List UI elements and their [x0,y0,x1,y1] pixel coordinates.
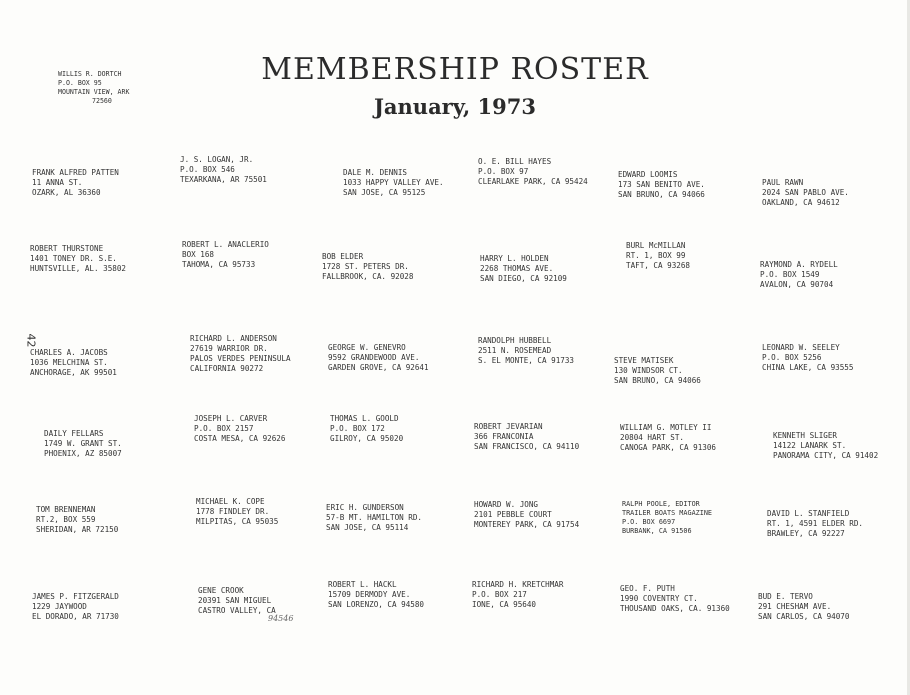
member-address-line: P.O. BOX 2157 [194,424,254,433]
member-name: LEONARD W. SEELEY [762,343,840,352]
member-address-line: SAN CARLOS, CA 94070 [758,612,850,621]
member-address-line: 366 FRANCONIA [474,432,534,441]
member-entry [478,336,574,366]
member-address-line: TEXARKANA, AR 75501 [180,175,267,184]
member-address-line: PANORAMA CITY, CA 91402 [773,451,879,460]
sender-line: WILLIS R. DORTCH [58,70,122,78]
member-entry [30,244,126,274]
member-entry [322,252,413,282]
member-address-line: COSTA MESA, CA 92626 [194,434,286,443]
member-entry [328,343,429,373]
member-name: CHARLES A. JACOBS [30,348,108,357]
member-name: RANDOLPH HUBBELL [478,336,552,345]
member-name: DAILY FELLARS [44,429,104,438]
member-entry [196,497,278,527]
member-address-line: PHOENIX, AZ 85007 [44,449,122,458]
sender-line: P.O. BOX 95 [58,79,102,87]
member-entry [762,343,853,373]
member-address-line: OAKLAND, CA 94612 [762,198,840,207]
member-address-line: SHERIDAN, AR 72150 [36,525,119,534]
member-name: ROBERT JEVARIAN [474,422,543,431]
member-address-line: ANCHORAGE, AK 99501 [30,368,117,377]
member-address-line: HUNTSVILLE, AL. 35802 [30,264,127,273]
member-name: RAYMOND A. RYDELL [760,260,838,269]
member-name: FRANK ALFRED PATTEN [32,168,119,177]
member-address-line: 1990 COVENTRY CT. [620,594,698,603]
member-address-line: SAN JOSE, CA 95114 [326,523,409,532]
member-address-line: GILROY, CA 95020 [330,434,404,443]
member-address-line: 27619 WARRIOR DR. [190,344,268,353]
member-address-line: 130 WINDSOR CT. [614,366,683,375]
member-address-line: MONTEREY PARK, CA 91754 [474,520,580,529]
member-address-line: SAN JOSE, CA 95125 [343,188,426,197]
member-entry [626,241,690,271]
member-address-line: TRAILER BOATS MAGAZINE [622,509,713,517]
member-address-line: 1778 FINDLEY DR. [196,507,270,516]
member-name: HARRY L. HOLDEN [480,254,549,263]
member-address-line: 173 SAN BENITO AVE. [618,180,705,189]
member-entry [180,155,267,185]
member-name: GENE CROOK [198,586,244,595]
member-name: JOSEPH L. CARVER [194,414,268,423]
member-address-line: AVALON, CA 90704 [760,280,834,289]
member-address-line: BURBANK, CA 91506 [622,527,692,535]
member-entry [474,422,579,452]
member-name: HOWARD W. JONG [474,500,539,509]
member-address-line: 2268 THOMAS AVE. [480,264,554,273]
member-address-line: P.O. BOX 6697 [622,518,676,526]
member-name: RALPH POOLE, EDITOR [622,500,700,508]
member-address-line: 9592 GRANDEWOOD AVE. [328,353,420,362]
member-name: BURL McMILLAN [626,241,686,250]
member-address-line: SAN LORENZO, CA 94580 [328,600,425,609]
member-name: GEORGE W. GENEVRO [328,343,406,352]
member-name: ROBERT L. HACKL [328,580,397,589]
member-name: PAUL RAWN [762,178,804,187]
member-entry [44,429,122,459]
member-address-line: CLEARLAKE PARK, CA 95424 [478,177,588,186]
page-subtitle: January, 1973 [373,94,536,119]
member-entry [30,348,117,378]
member-entry [182,240,269,270]
member-address-line: FALLBROOK, CA. 92028 [322,272,414,281]
member-address-line: SAN BRUNO, CA 94066 [614,376,701,385]
member-name: THOMAS L. GOOLD [330,414,399,423]
member-entry [330,414,403,444]
page-title: MEMBERSHIP ROSTER [261,52,649,87]
member-address-line: P.O. BOX 172 [330,424,385,433]
member-address-line: GARDEN GROVE, CA 92641 [328,363,429,372]
member-entry [614,356,701,386]
member-name: DAVID L. STANFIELD [767,509,850,518]
member-address-line: PALOS VERDES PENINSULA [190,354,291,363]
member-address-line: 20804 HART ST. [620,433,685,442]
member-entry [198,586,276,616]
member-address-line: 57-B MT. HAMILTON RD. [326,513,423,522]
member-entry [618,170,705,200]
member-entry [620,423,716,453]
member-name: J. S. LOGAN, JR. [180,155,254,164]
member-address-line: 1749 W. GRANT ST. [44,439,122,448]
member-name: KENNETH SLIGER [773,431,838,440]
member-address-line: BOX 168 [182,250,215,259]
member-entry [758,592,849,622]
member-address-line: P.O. BOX 217 [472,590,527,599]
member-address-line: SAN FRANCISCO, CA 94110 [474,442,580,451]
member-address-line: 2024 SAN PABLO AVE. [762,188,849,197]
member-entry [480,254,567,284]
member-address-line: 1728 ST. PETERS DR. [322,262,409,271]
member-address-line: 1229 JAYWOOD [32,602,87,611]
member-address-line: THOUSAND OAKS, CA. 91360 [620,604,730,613]
member-address-line: P.O. BOX 1549 [760,270,820,279]
member-name: STEVE MATISEK [614,356,674,365]
member-address-line: 1036 MELCHINA ST. [30,358,108,367]
member-entry [773,431,878,461]
member-name: BUD E. TERVO [758,592,813,601]
member-entry [326,503,422,533]
member-entry [474,500,579,530]
member-address-line: SAN DIEGO, CA 92109 [480,274,567,283]
sender-line: MOUNTAIN VIEW, ARK [58,88,130,96]
member-address-line: TAFT, CA 93268 [626,261,691,270]
member-address-line: P.O. BOX 546 [180,165,235,174]
member-address-line: OZARK, AL 36360 [32,188,101,197]
page-number: 42 [24,333,38,348]
member-address-line: SAN BRUNO, CA 94066 [618,190,705,199]
member-address-line: IONE, CA 95640 [472,600,537,609]
member-entry [762,178,849,208]
member-address-line: RT. 1, BOX 99 [626,251,686,260]
member-entry [32,168,119,198]
member-entry [194,414,285,444]
handwritten-note: 94546 [268,614,294,623]
member-name: EDWARD LOOMIS [618,170,678,179]
member-entry [36,505,118,535]
member-address-line: CASTRO VALLEY, CA [198,606,276,615]
member-address-line: S. EL MONTE, CA 91733 [478,356,575,365]
member-entry [767,509,863,539]
member-address-line: 1033 HAPPY VALLEY AVE. [343,178,444,187]
member-address-line: 291 CHESHAM AVE. [758,602,832,611]
member-name: DALE M. DENNIS [343,168,408,177]
member-address-line: RT.2, BOX 559 [36,515,96,524]
member-entry [760,260,838,290]
member-entry [343,168,444,198]
member-address-line: EL DORADO, AR 71730 [32,612,119,621]
member-address-line: CALIFORNIA 90272 [190,364,264,373]
member-name: TOM BRENNEMAN [36,505,96,514]
member-entry [472,580,563,610]
member-address-line: 1401 TONEY DR. S.E. [30,254,117,263]
member-address-line: TAHOMA, CA 95733 [182,260,256,269]
member-name: RICHARD L. ANDERSON [190,334,277,343]
member-address-line: P.O. BOX 5256 [762,353,822,362]
member-address-line: P.O. BOX 97 [478,167,529,176]
member-address-line: 11 ANNA ST. [32,178,83,187]
member-address-line: 14122 LANARK ST. [773,441,847,450]
member-address-line: CHINA LAKE, CA 93555 [762,363,854,372]
member-address-line: BRAWLEY, CA 92227 [767,529,845,538]
member-name: GEO. F. PUTH [620,584,675,593]
member-name: RICHARD H. KRETCHMAR [472,580,564,589]
member-name: O. E. BILL HAYES [478,157,552,166]
member-entry [328,580,424,610]
member-address-line: CANOGA PARK, CA 91306 [620,443,717,452]
member-entry [32,592,119,622]
member-entry [620,584,730,614]
member-name: ROBERT L. ANACLERIO [182,240,269,249]
member-name: MICHAEL K. COPE [196,497,265,506]
member-address-line: MILPITAS, CA 95035 [196,517,279,526]
member-name: ROBERT THURSTONE [30,244,104,253]
member-name: WILLIAM G. MOTLEY II [620,423,712,432]
member-name: ERIC H. GUNDERSON [326,503,404,512]
member-entry [478,157,588,187]
member-name: JAMES P. FITZGERALD [32,592,119,601]
sender-line: 72560 [92,97,112,105]
member-entry [190,334,291,374]
member-address-line: 15709 DERMODY AVE. [328,590,411,599]
member-entry [622,500,712,536]
member-address-line: RT. 1, 4591 ELDER RD. [767,519,864,528]
member-name: BOB ELDER [322,252,364,261]
member-address-line: 2511 N. ROSEMEAD [478,346,552,355]
member-address-line: 2101 PEBBLE COURT [474,510,552,519]
member-address-line: 20391 SAN MIGUEL [198,596,272,605]
